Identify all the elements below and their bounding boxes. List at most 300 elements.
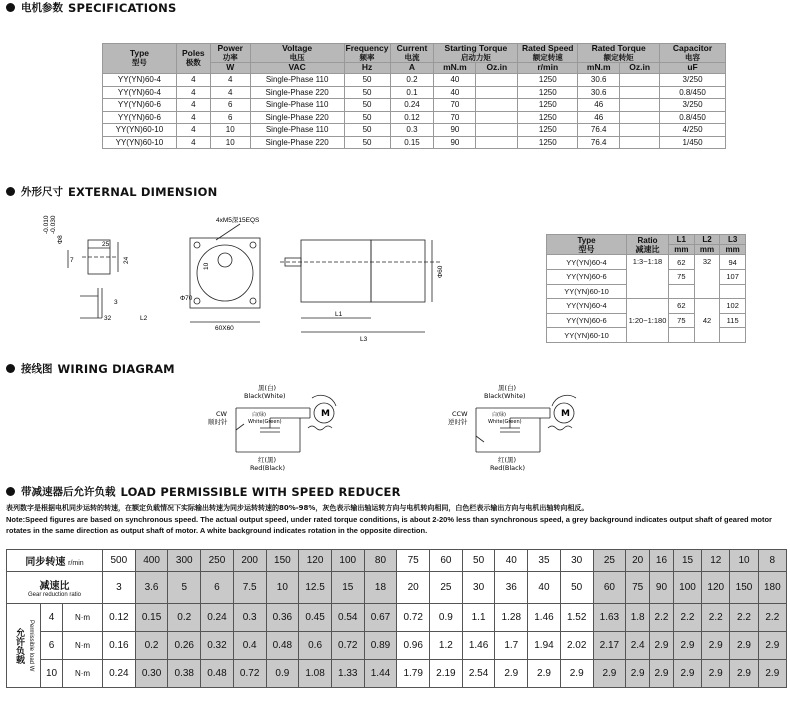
- dim-7: 7: [70, 257, 74, 264]
- ccw-diagram: [448, 383, 576, 472]
- load-row: [7, 660, 787, 688]
- bottom-wire-cn: 红(黑): [498, 456, 517, 464]
- ratio-cell: 20: [397, 572, 430, 604]
- load-value-cell: 1.79: [397, 660, 430, 688]
- ratio-cell: 40: [528, 572, 561, 604]
- unit-starting-torque-mnm: mN.m: [434, 63, 476, 74]
- power-cell: 6: [41, 632, 63, 660]
- speed-cell: 75: [397, 550, 430, 572]
- torque-unit-cell: N·m: [63, 660, 103, 688]
- load-value-cell: 1.94: [528, 632, 561, 660]
- wiring-diagrams: [200, 380, 600, 477]
- ratio-label-en: Gear reduction ratio: [27, 592, 82, 598]
- load-value-cell: 0.36: [266, 604, 299, 632]
- table-cell: 10: [210, 136, 250, 149]
- ratio-cell: 3: [103, 572, 136, 604]
- l2-cell: 42: [694, 299, 720, 343]
- unit-power: W: [210, 63, 250, 74]
- dimension-table: [546, 234, 746, 343]
- load-value-cell: 2.9: [730, 660, 758, 688]
- load-value-cell: 2.54: [462, 660, 495, 688]
- torque-unit-cell: N·m: [63, 604, 103, 632]
- load-value-cell: 0.67: [364, 604, 397, 632]
- table-cell: YY(YN)60-6: [103, 111, 177, 124]
- table-cell: 4/250: [660, 124, 726, 137]
- table-cell: [620, 86, 660, 99]
- load-value-cell: 0.2: [168, 604, 201, 632]
- load-table: [6, 549, 787, 688]
- ratio-cell: 7.5: [233, 572, 266, 604]
- table-cell: 40: [434, 86, 476, 99]
- dim-header-l3: L3: [720, 235, 746, 245]
- top-wire-cn: 黑(白): [498, 384, 517, 392]
- l3-label: L3: [360, 336, 368, 343]
- load-value-cell: 2.4: [626, 632, 650, 660]
- rotation-arrow: [312, 395, 336, 406]
- table-row: YY(YN)60-10: [547, 328, 746, 343]
- speed-label-cn: 同步转速: [25, 557, 66, 568]
- load-value-cell: 1.2: [430, 632, 463, 660]
- load-value-cell: 1.7: [495, 632, 528, 660]
- load-value-cell: 1.28: [495, 604, 528, 632]
- motor-dimension-svg: [40, 200, 480, 350]
- table-cell: 0.2: [390, 74, 434, 87]
- header-capacitor: Capacitor 电容: [660, 44, 726, 63]
- ratio-cell: 120: [702, 572, 730, 604]
- table-cell: 46: [578, 99, 620, 112]
- torque-unit-cell: N·m: [63, 632, 103, 660]
- load-value-cell: 0.2: [135, 632, 168, 660]
- table-cell: [620, 74, 660, 87]
- load-value-cell: 0.12: [103, 604, 136, 632]
- winding: [548, 426, 572, 430]
- header-current: Current 电流: [390, 44, 434, 63]
- specifications-table: [102, 43, 726, 149]
- load-value-cell: 0.3: [233, 604, 266, 632]
- table-cell: 4: [176, 111, 210, 124]
- table-cell: 3/250: [660, 74, 726, 87]
- table-cell: 0.3: [390, 124, 434, 137]
- table-cell: 0.12: [390, 111, 434, 124]
- winding: [308, 426, 332, 430]
- table-cell: 1250: [518, 124, 578, 137]
- load-value-cell: 1.1: [462, 604, 495, 632]
- phi60-label: Φ60: [437, 265, 444, 278]
- table-cell: 50: [344, 111, 390, 124]
- table-cell: Single-Phase 110: [250, 124, 344, 137]
- load-value-cell: 2.9: [758, 632, 786, 660]
- bottom-wire-cn: 红(黑): [258, 456, 277, 464]
- ratio-cell: 90: [650, 572, 674, 604]
- header-voltage: Voltage 电压: [250, 44, 344, 63]
- load-value-cell: 1.08: [299, 660, 332, 688]
- speed-cell: 400: [135, 550, 168, 572]
- load-value-cell: 2.9: [495, 660, 528, 688]
- table-cell: YY(YN)60-4: [103, 86, 177, 99]
- table-row: [103, 136, 726, 149]
- load-value-cell: 2.19: [430, 660, 463, 688]
- load-value-cell: 0.89: [364, 632, 397, 660]
- speed-cell: 200: [233, 550, 266, 572]
- table-cell: 1250: [518, 74, 578, 87]
- load-label-cn: 允许负载: [14, 627, 24, 664]
- load-value-cell: 2.9: [702, 660, 730, 688]
- ratio-cell: 18: [364, 572, 397, 604]
- direction-cn: 逆时针: [448, 418, 468, 426]
- top-wire-cn: 黑(白): [258, 384, 277, 392]
- table-cell: YY(YN)60-10: [103, 136, 177, 149]
- table-cell: 70: [434, 99, 476, 112]
- flange-square: [190, 238, 260, 308]
- load-value-cell: 0.48: [201, 660, 234, 688]
- table-cell: YY(YN)60-4: [103, 74, 177, 87]
- direction-en: CW: [216, 410, 227, 418]
- speed-cell: 500: [103, 550, 136, 572]
- unit-current: A: [390, 63, 434, 74]
- table-cell: 10: [210, 124, 250, 137]
- ratio-cell: 1:3~1:18: [627, 255, 669, 299]
- header-starting-torque: Starting Torque 启动力矩: [434, 44, 518, 63]
- table-cell: 4: [176, 86, 210, 99]
- motor-body: [371, 240, 425, 302]
- mid-wire-en: White(Green): [248, 419, 282, 425]
- load-value-cell: 2.9: [758, 660, 786, 688]
- speed-cell: 40: [495, 550, 528, 572]
- dim-header-l1: L1: [669, 235, 695, 245]
- table-row: [103, 74, 726, 87]
- ratio-cell: 3.6: [135, 572, 168, 604]
- header-poles: Poles 极数: [176, 44, 210, 74]
- unit-frequency: Hz: [344, 63, 390, 74]
- table-cell: 1250: [518, 111, 578, 124]
- speed-cell: 80: [364, 550, 397, 572]
- section-title-en: WIRING DIAGRAM: [57, 361, 175, 376]
- power-cell: 10: [41, 660, 63, 688]
- dim-3: 3: [114, 299, 118, 306]
- ratio-label-cn: 减速比: [39, 581, 70, 592]
- dim-10: 10: [203, 262, 210, 270]
- load-value-cell: 2.9: [673, 632, 701, 660]
- table-cell: 40: [434, 74, 476, 87]
- dim-25: 25: [102, 241, 110, 248]
- speed-cell: 30: [560, 550, 593, 572]
- bottom-wire-en: Red(Black): [490, 464, 526, 472]
- dim-32: 32: [104, 315, 112, 322]
- table-row: YY(YN)60-6 75 115: [547, 313, 746, 328]
- unit-rated-speed: r/min: [518, 63, 578, 74]
- load-label-en: Permissible load: [28, 619, 34, 664]
- table-cell: [476, 74, 518, 87]
- table-cell: YY(YN)60-6: [103, 99, 177, 112]
- load-value-cell: 1.46: [462, 632, 495, 660]
- tolerance-label: -0.010: [43, 215, 50, 234]
- ratio-cell: 6: [201, 572, 234, 604]
- load-value-cell: 1.33: [331, 660, 364, 688]
- table-cell: 6: [210, 111, 250, 124]
- bullet-icon: [6, 187, 15, 196]
- table-cell: 90: [434, 124, 476, 137]
- load-value-cell: 2.2: [650, 604, 674, 632]
- dim-24: 24: [123, 256, 130, 264]
- load-value-cell: 0.45: [299, 604, 332, 632]
- table-cell: 4: [176, 99, 210, 112]
- speed-unit: r/min: [68, 560, 84, 567]
- table-row: [103, 86, 726, 99]
- table-cell: 50: [344, 86, 390, 99]
- load-value-cell: 0.9: [430, 604, 463, 632]
- speed-cell: 100: [331, 550, 364, 572]
- load-value-cell: 0.4: [233, 632, 266, 660]
- table-cell: Single-Phase 220: [250, 86, 344, 99]
- header-rated-speed: Rated Speed 额定转速: [518, 44, 578, 63]
- table-cell: Single-Phase 220: [250, 136, 344, 149]
- bullet-icon: [6, 364, 15, 373]
- dim-header-l2: L2: [694, 235, 720, 245]
- ratio-cell: 36: [495, 572, 528, 604]
- load-value-cell: 1.63: [593, 604, 626, 632]
- direction-cn: 顺时针: [208, 418, 228, 426]
- table-cell: [476, 99, 518, 112]
- mount-hole: [250, 242, 256, 248]
- load-value-cell: 1.8: [626, 604, 650, 632]
- speed-cell: 120: [299, 550, 332, 572]
- table-cell: 70: [434, 111, 476, 124]
- bullet-icon: [6, 487, 15, 496]
- table-cell: YY(YN)60-10: [103, 124, 177, 137]
- dim-unit-l3: mm: [720, 245, 746, 255]
- section-title-en: EXTERNAL DIMENSION: [68, 184, 218, 199]
- load-value-cell: 2.2: [758, 604, 786, 632]
- rotation-arrow: [552, 395, 576, 406]
- phi70-label: Φ70: [180, 295, 193, 302]
- load-value-cell: 0.72: [397, 604, 430, 632]
- speed-cell: 50: [462, 550, 495, 572]
- mid-wire-cn: 白(绿): [252, 412, 266, 418]
- size-60x60: 60X60: [215, 325, 234, 332]
- speed-cell: 250: [201, 550, 234, 572]
- table-cell: 30.6: [578, 74, 620, 87]
- table-cell: 0.1: [390, 86, 434, 99]
- load-value-cell: 2.9: [593, 660, 626, 688]
- table-cell: 0.15: [390, 136, 434, 149]
- table-cell: 50: [344, 99, 390, 112]
- table-cell: Single-Phase 110: [250, 99, 344, 112]
- table-cell: [620, 124, 660, 137]
- load-value-cell: 1.52: [560, 604, 593, 632]
- unit-rated-torque-mnm: mN.m: [578, 63, 620, 74]
- table-cell: 4: [176, 136, 210, 149]
- table-cell: [620, 99, 660, 112]
- section-title-en: LOAD PERMISSIBLE WITH SPEED REDUCER: [120, 484, 401, 499]
- load-value-cell: 0.30: [135, 660, 168, 688]
- load-value-cell: 2.2: [730, 604, 758, 632]
- mount-hole: [194, 298, 200, 304]
- table-cell: 0.8/450: [660, 86, 726, 99]
- section-title-cn: 带减速器后允许负载: [21, 486, 116, 498]
- header-frequency: Frequency 频率: [345, 43, 389, 62]
- speed-cell: 8: [758, 550, 786, 572]
- table-cell: [476, 136, 518, 149]
- cw-diagram: [208, 383, 336, 472]
- table-cell: 76.4: [578, 136, 620, 149]
- ratio-cell: 150: [730, 572, 758, 604]
- dim-header-ratio: Ratio 减速比: [627, 235, 669, 255]
- mount-hole: [250, 298, 256, 304]
- load-value-cell: 0.24: [201, 604, 234, 632]
- ratio-cell: 100: [673, 572, 701, 604]
- note-en: Note:Speed figures are based on synchronous speed. The actual output speed, under rated torque conditions, is about 2-20% less than synchronous speed, a grey background indicates output shaft of geared motor rotates in the same direction as output shaft of motor. A white background indicates rotation in the opposite direction.: [6, 515, 772, 535]
- table-cell: [620, 136, 660, 149]
- speed-cell: 10: [730, 550, 758, 572]
- load-value-cell: 2.9: [673, 660, 701, 688]
- table-cell: 50: [344, 74, 390, 87]
- load-value-cell: 0.9: [266, 660, 299, 688]
- load-value-cell: 2.02: [560, 632, 593, 660]
- speed-cell: 60: [430, 550, 463, 572]
- section-heading-load: [6, 484, 401, 499]
- ratio-cell: 60: [593, 572, 626, 604]
- table-cell: 4: [176, 124, 210, 137]
- load-value-cell: 0.72: [233, 660, 266, 688]
- load-value-cell: 0.38: [168, 660, 201, 688]
- top-wire-en: Black(White): [484, 392, 526, 400]
- top-wire-en: Black(White): [244, 392, 286, 400]
- load-value-cell: 2.9: [626, 660, 650, 688]
- ratio-cell: 12.5: [299, 572, 332, 604]
- table-cell: 1250: [518, 86, 578, 99]
- table-row: YY(YN)60-6 75 107: [547, 269, 746, 284]
- ratio-cell: 5: [168, 572, 201, 604]
- load-value-cell: 0.32: [201, 632, 234, 660]
- table-cell: 50: [344, 136, 390, 149]
- l2-cell: 32: [694, 255, 720, 299]
- load-value-cell: 0.72: [331, 632, 364, 660]
- ratio-cell: 180: [758, 572, 786, 604]
- load-value-cell: 2.9: [560, 660, 593, 688]
- section-title-cn: 外形尺寸: [21, 186, 63, 198]
- ratio-cell: 50: [560, 572, 593, 604]
- direction-en: CCW: [452, 410, 468, 418]
- ratio-cell: 30: [462, 572, 495, 604]
- load-value-cell: 2.9: [702, 632, 730, 660]
- table-cell: 76.4: [578, 124, 620, 137]
- table-row: YY(YN)60-10: [547, 284, 746, 299]
- table-cell: 4: [210, 86, 250, 99]
- table-cell: 0.8/450: [660, 111, 726, 124]
- table-row: YY(YN)60-4 1:3~1:18 62 32 94: [547, 255, 746, 270]
- holes-label: 4xM5深15EQS: [216, 217, 260, 224]
- header-type: Type 型号: [103, 44, 177, 74]
- load-row: [7, 604, 787, 632]
- table-cell: 50: [344, 124, 390, 137]
- mount-hole: [194, 242, 200, 248]
- load-value-cell: 2.9: [730, 632, 758, 660]
- ratio-row: [7, 572, 787, 604]
- speed-cell: 16: [650, 550, 674, 572]
- gear-housing: [301, 240, 371, 302]
- table-cell: 0.24: [390, 99, 434, 112]
- table-row: [103, 124, 726, 137]
- table-cell: 1250: [518, 99, 578, 112]
- load-value-cell: 0.16: [103, 632, 136, 660]
- section-title-en: SPECIFICATIONS: [68, 0, 177, 15]
- section-title-cn: 电机参数: [21, 2, 63, 14]
- table-cell: 1250: [518, 136, 578, 149]
- speed-cell: 12: [702, 550, 730, 572]
- section-heading-specifications: [6, 0, 176, 15]
- load-value-cell: 0.54: [331, 604, 364, 632]
- dim-l2: L2: [140, 315, 148, 322]
- unit-rated-torque-ozin: Oz.in: [620, 63, 660, 74]
- table-row: [103, 99, 726, 112]
- table-cell: [620, 111, 660, 124]
- table-cell: 4: [176, 74, 210, 87]
- table-cell: 90: [434, 136, 476, 149]
- table-cell: 3/250: [660, 99, 726, 112]
- ratio-cell: 15: [331, 572, 364, 604]
- load-value-cell: 0.6: [299, 632, 332, 660]
- header-rated-torque: Rated Torque 额定转矩: [578, 44, 660, 63]
- wiring-svg: [200, 380, 600, 472]
- speed-cell: 300: [168, 550, 201, 572]
- speed-row: [7, 550, 787, 572]
- table-cell: Single-Phase 110: [250, 74, 344, 87]
- dimension-drawing: [40, 200, 480, 355]
- load-value-cell: 0.96: [397, 632, 430, 660]
- speed-cell: 25: [593, 550, 626, 572]
- motor-label: M: [561, 409, 570, 419]
- load-value-cell: 0.48: [266, 632, 299, 660]
- speed-cell: 20: [626, 550, 650, 572]
- dim-unit-l1: mm: [669, 245, 695, 255]
- load-value-cell: 2.2: [702, 604, 730, 632]
- motor-label: M: [321, 409, 330, 419]
- table-cell: 1/450: [660, 136, 726, 149]
- speed-cell: 150: [266, 550, 299, 572]
- load-value-cell: 0.15: [135, 604, 168, 632]
- ratio-cell: 1:20~1:180: [627, 299, 669, 343]
- table-cell: Single-Phase 220: [250, 111, 344, 124]
- load-value-cell: 2.9: [650, 660, 674, 688]
- phi8-label: Φ8: [57, 235, 64, 244]
- dim-unit-l2: mm: [694, 245, 720, 255]
- dim-header-type: Type 型号: [547, 235, 627, 255]
- load-value-cell: 0.26: [168, 632, 201, 660]
- load-value-cell: 0.24: [103, 660, 136, 688]
- power-cell: 4: [41, 604, 63, 632]
- table-cell: 46: [578, 111, 620, 124]
- unit-capacitor: uF: [660, 63, 726, 74]
- mid-wire-en: White(Green): [488, 419, 522, 425]
- unit-starting-torque-ozin: Oz.in: [476, 63, 518, 74]
- table-cell: [476, 111, 518, 124]
- bullet-icon: [6, 3, 15, 12]
- table-row: [103, 111, 726, 124]
- table-cell: [476, 124, 518, 137]
- load-value-cell: 1.46: [528, 604, 561, 632]
- section-heading-dimension: [6, 184, 217, 199]
- table-cell: [476, 86, 518, 99]
- table-row: YY(YN)60-4 1:20~1:180 62 42 102: [547, 299, 746, 314]
- tolerance-label-2: -0.030: [50, 215, 57, 234]
- bottom-wire-en: Red(Black): [250, 464, 286, 472]
- table-cell: 30.6: [578, 86, 620, 99]
- note-cn: 表列数字是根据电机同步运转的转速，在额定负载情况下实际输出转速为同步运转转速的80%-98%，灰色表示输出轴运转方向与电机转向相同，白色栏表示输出方向与电机出轴转向相反。: [6, 504, 589, 512]
- speed-cell: 35: [528, 550, 561, 572]
- unit-voltage: VAC: [250, 63, 344, 74]
- load-value-cell: 2.17: [593, 632, 626, 660]
- load-value-cell: 1.44: [364, 660, 397, 688]
